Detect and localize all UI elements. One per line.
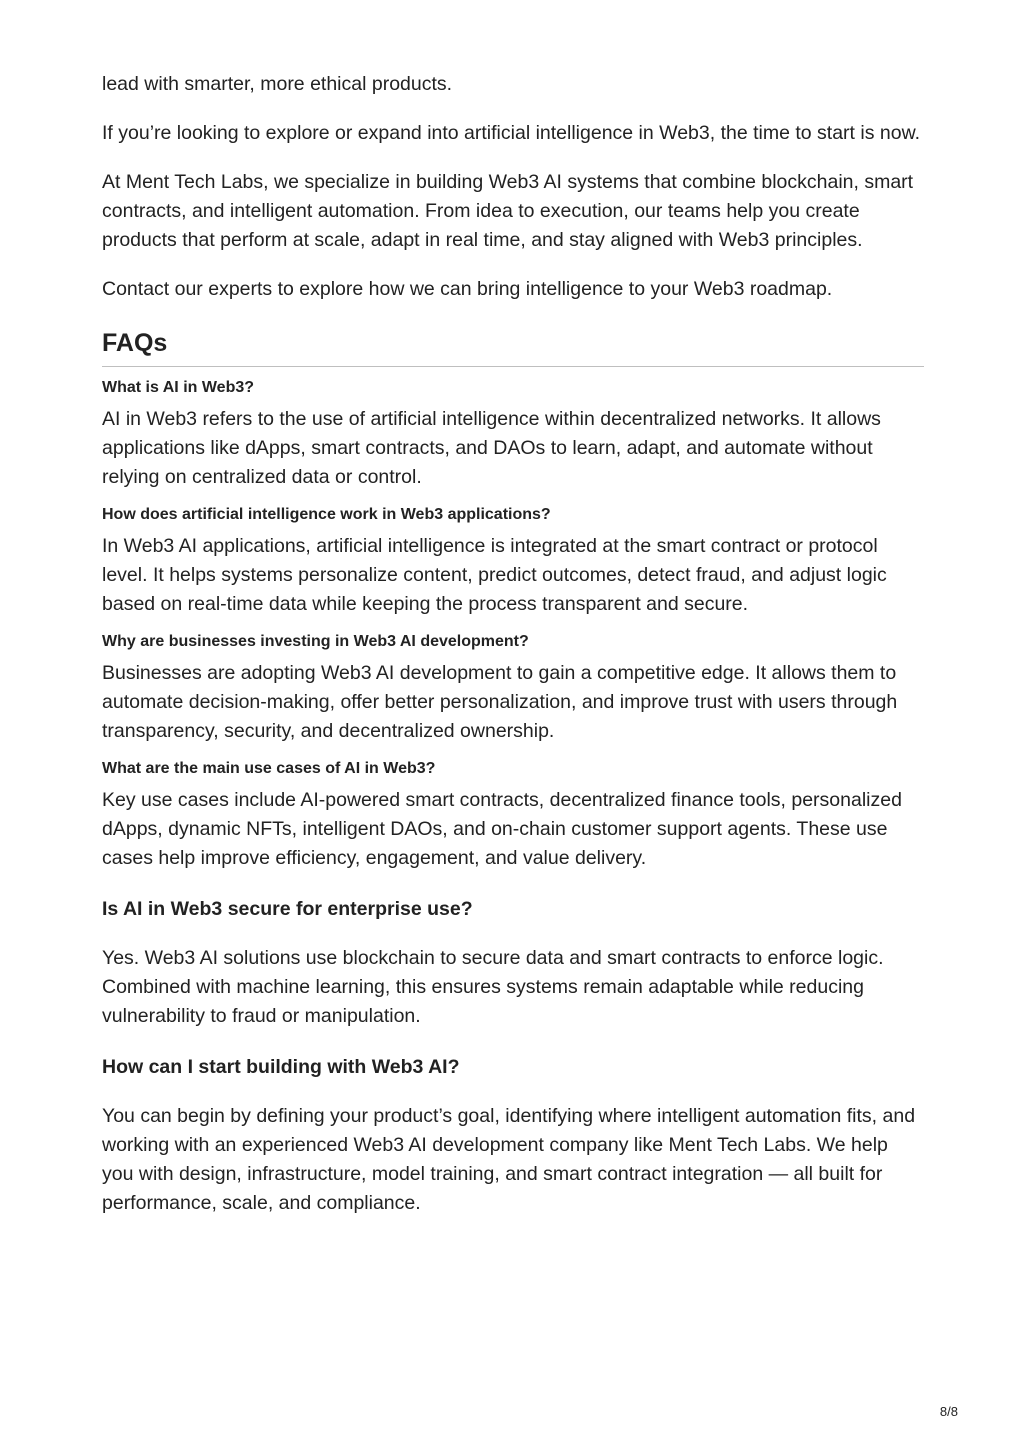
faq-list (102, 377, 924, 1218)
intro-paragraph: At Ment Tech Labs, we specialize in building Web3 AI systems that combine blockchain, smart contracts, and intelligent automation. From idea to execution, our teams help you create products that perform at scale, adapt in real time, and stay aligned with Web3 principles. (102, 171, 914, 251)
intro-paragraph: lead with smarter, more ethical products. (102, 73, 453, 95)
faq-question: Is AI in Web3 secure for enterprise use? (102, 898, 473, 920)
document-content (102, 70, 924, 1228)
faq-answer: Key use cases include AI-powered smart contracts, decentralized finance tools, personalized dApps, dynamic NFTs, intelligent DAOs, and on-chain customer support agents. These use cases help improve efficiency, engagement, and value delivery. (102, 789, 902, 869)
faq-question: What are the main use cases of AI in Web3? (102, 760, 436, 777)
faq-answer: In Web3 AI applications, artificial intelligence is integrated at the smart contract or protocol level. It helps systems personalize content, predict outcomes, detect fraud, and adjust logic based on real-time data while keeping the process transparent and secure. (102, 535, 887, 615)
faq-answer: Businesses are adopting Web3 AI development to gain a competitive edge. It allows them to automate decision-making, offer better personalization, and improve trust with users through transparency, security, and decentralized ownership. (102, 662, 898, 742)
faq-question: How does artificial intelligence work in Web3 applications? (102, 506, 551, 523)
faq-answer: You can begin by defining your product’s goal, identifying where intelligent automation fits, and working with an experienced Web3 AI development company like Ment Tech Labs. We help you with design, infrastructure, model training, and smart contract integration — all built for performance, scale, and compliance. (102, 1105, 916, 1214)
faqs-heading: FAQs (102, 326, 924, 367)
intro-paragraph: If you’re looking to explore or expand into artificial intelligence in Web3, the time to start is now. (102, 122, 920, 144)
faq-answer: Yes. Web3 AI solutions use blockchain to secure data and smart contracts to enforce logic. Combined with machine learning, this ensures systems remain adaptable while reducing vulnerability to fraud or manipulation. (102, 947, 884, 1027)
faq-question: Why are businesses investing in Web3 AI development? (102, 633, 529, 650)
faq-question: How can I start building with Web3 AI? (102, 1056, 460, 1078)
faq-answer: AI in Web3 refers to the use of artificial intelligence within decentralized networks. It allows applications like dApps, smart contracts, and DAOs to learn, adapt, and automate without relying on centralized data or control. (102, 408, 881, 488)
cta-paragraph: Contact our experts to explore how we can bring intelligence to your Web3 roadmap. (102, 278, 833, 300)
page-number: 8/8 (939, 1404, 958, 1419)
faq-question: What is AI in Web3? (102, 379, 255, 396)
